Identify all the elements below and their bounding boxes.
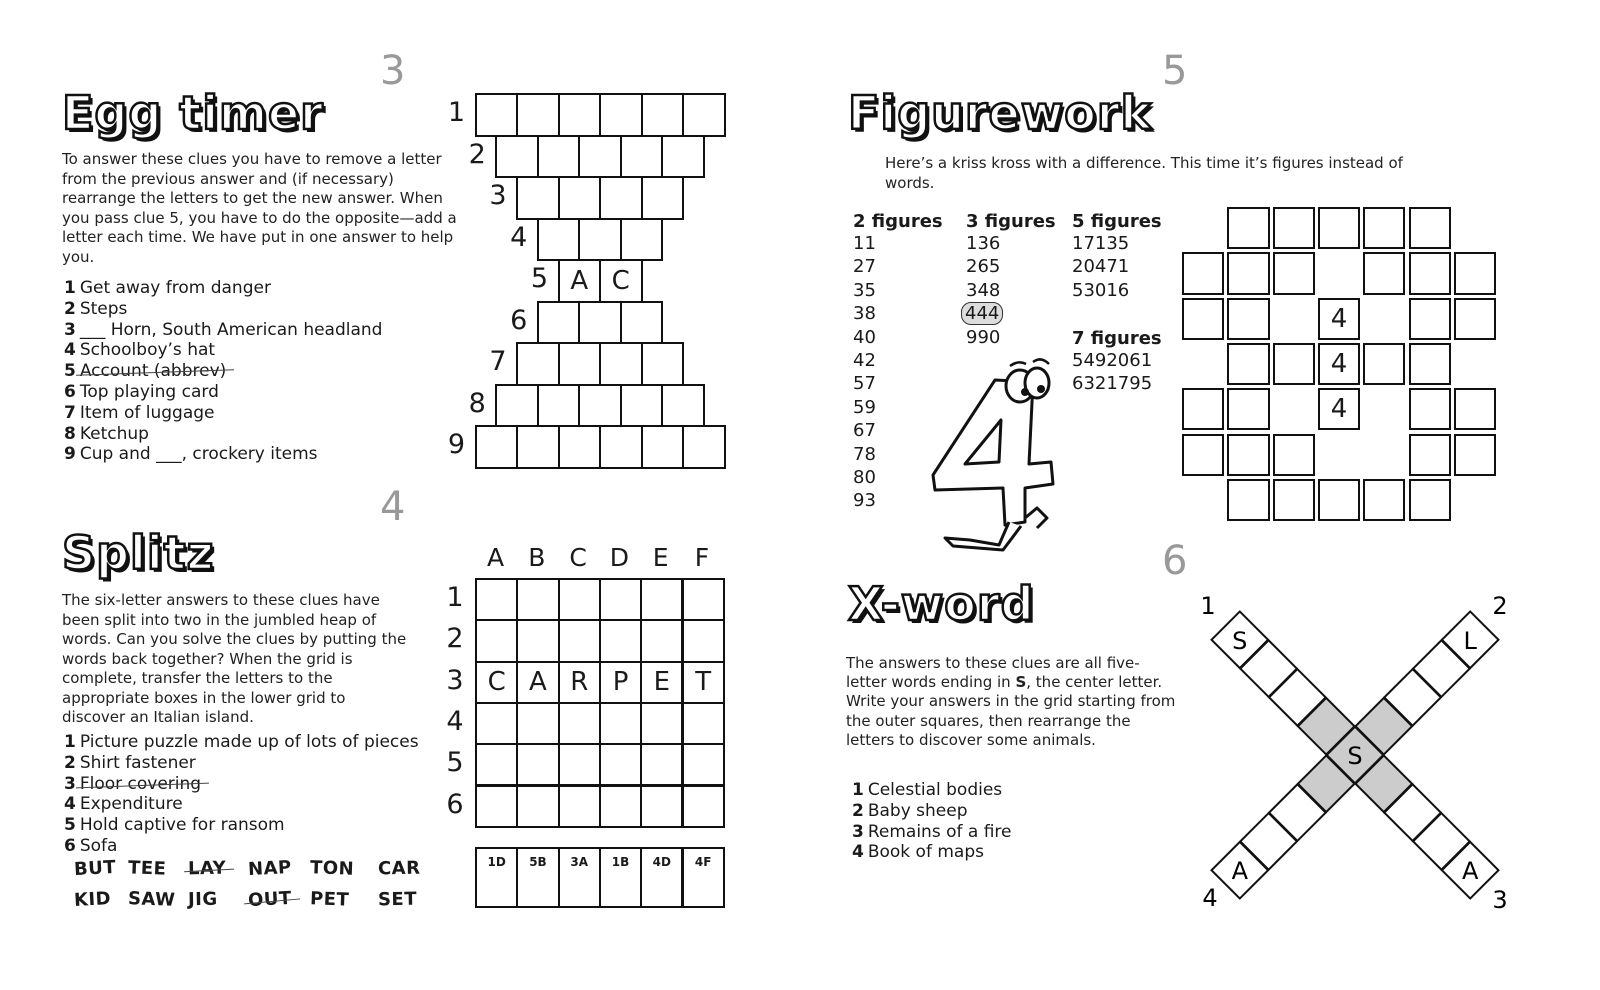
egg-timer-cell <box>620 218 664 262</box>
splitz-cell: C <box>475 661 518 704</box>
egg-timer-cell <box>558 342 602 386</box>
figurework-group <box>966 211 1056 349</box>
splitz-cell <box>558 743 601 786</box>
clue-number: 1 <box>852 780 864 800</box>
figurework-number <box>966 326 1056 349</box>
clue-text: Ketchup <box>79 423 149 444</box>
splitz-cell <box>599 702 642 745</box>
figurework-cell: 4 <box>1318 298 1360 340</box>
figurework-number-text: 53016 <box>1072 279 1130 301</box>
xword-letter: S <box>1347 742 1363 770</box>
figurework-number-text: 93 <box>853 490 876 512</box>
figurework-cell <box>1409 207 1451 249</box>
figurework-cell <box>1454 434 1496 476</box>
clue-item <box>64 299 382 320</box>
splitz-column-letter: F <box>694 543 710 572</box>
splitz-answer-box: 4F <box>682 847 725 908</box>
xword-intro-end: , the center letter. Write your answers in the grid starting from the outer squares, then rearrange the letters to discover some animals. <box>846 673 1176 749</box>
egg-timer-cell <box>516 93 560 137</box>
splitz-cell <box>558 578 601 621</box>
word-bank-item: OUT <box>247 887 293 912</box>
word-bank-item: TEE <box>127 857 167 880</box>
figurework-number <box>1072 279 1162 302</box>
splitz-cell <box>516 702 559 745</box>
egg-timer-cell <box>516 176 560 220</box>
figurework-cell <box>1363 479 1405 521</box>
egg-timer-cell <box>682 93 726 137</box>
splitz-column-letter: D <box>609 543 630 572</box>
splitz-cell <box>599 743 642 786</box>
clue-text: Top playing card <box>79 381 219 402</box>
egg-timer-cell <box>641 93 685 137</box>
clue-number: 7 <box>64 402 76 423</box>
figurework-cell <box>1273 252 1315 294</box>
figurework-cell <box>1227 434 1269 476</box>
figurework-number <box>966 232 1056 255</box>
figurework-number <box>1072 255 1162 278</box>
splitz-answer-box: 4D <box>640 847 683 908</box>
figurework-number <box>853 326 943 349</box>
word-bank-item: JIG <box>187 888 218 911</box>
clue-number: 3 <box>64 773 76 794</box>
splitz-cell <box>516 578 559 621</box>
splitz-column-letter: B <box>528 543 546 572</box>
figurework-group-heading: 7 figures <box>1072 328 1162 349</box>
egg-timer-cell <box>578 384 622 428</box>
xword-intro-bold: S <box>1015 673 1027 692</box>
clue-text: Shirt fastener <box>79 752 196 773</box>
splitz-column-letter: E <box>652 543 669 572</box>
splitz-cell: E <box>640 661 683 704</box>
figurework-cell <box>1227 207 1269 249</box>
egg-timer-cell: A <box>558 259 602 303</box>
figurework-cell: 4 <box>1318 343 1360 385</box>
figurework-group <box>1072 211 1162 302</box>
figurework-cell <box>1227 479 1269 521</box>
egg-timer-cell <box>599 176 643 220</box>
clue-item <box>64 774 419 795</box>
clue-number: 9 <box>64 444 76 465</box>
xword-intro-start: The answers to these clues are all five-letter words ending in <box>846 654 1140 692</box>
xword-title: X-word <box>848 577 1035 631</box>
figurework-cell <box>1363 252 1405 294</box>
figurework-cell <box>1273 479 1315 521</box>
egg-timer-cell <box>620 384 664 428</box>
figurework-number-text: 5492061 <box>1072 350 1153 371</box>
clue-number: 1 <box>64 278 76 298</box>
splitz-cell <box>682 619 725 662</box>
figurework-cell <box>1318 479 1360 521</box>
egg-timer-row-number: 4 <box>510 221 528 253</box>
figurework-number-text: 42 <box>853 350 876 372</box>
clue-number: 2 <box>64 752 76 773</box>
clue-item <box>64 753 419 774</box>
egg-timer-row-number: 6 <box>510 304 528 336</box>
xword-letter: A <box>1461 857 1479 886</box>
egg-timer-cell <box>516 342 560 386</box>
clue-number: 2 <box>64 298 76 319</box>
word-bank-item: PET <box>309 888 350 911</box>
splitz-cell <box>599 785 642 828</box>
splitz-cell <box>516 743 559 786</box>
clue-item <box>64 444 382 465</box>
egg-timer-row-number: 5 <box>530 263 549 294</box>
xword-letter: L <box>1463 626 1477 655</box>
splitz-cell <box>640 702 683 745</box>
splitz-cell <box>475 578 518 621</box>
clue-text: Sofa <box>79 835 118 856</box>
figurework-number <box>966 279 1056 302</box>
figurework-number-text: 11 <box>853 233 876 254</box>
xword-corner-number: 3 <box>1492 886 1508 914</box>
splitz-row-number: 2 <box>446 623 464 655</box>
clue-item <box>64 836 419 857</box>
figurework-number-text: 136 <box>966 233 1001 254</box>
clue-text: Hold captive for ransom <box>79 815 285 836</box>
clue-number: 4 <box>64 340 76 361</box>
egg-timer-cell <box>578 135 622 179</box>
clue-number: 6 <box>64 381 76 402</box>
figurework-number-text: 265 <box>966 256 1001 278</box>
splitz-cell <box>558 702 601 745</box>
figurework-number-list <box>1072 349 1162 396</box>
figurework-cell <box>1182 298 1224 340</box>
clue-number: 3 <box>852 821 864 842</box>
egg-timer-row-number: 7 <box>489 346 507 377</box>
egg-timer-cell <box>599 93 643 137</box>
egg-timer-cell <box>475 425 519 469</box>
page-number-3: 3 <box>380 48 406 94</box>
xword-intro <box>846 654 1176 750</box>
splitz-cell <box>682 743 725 786</box>
egg-timer-cell <box>661 384 705 428</box>
figurework-title: Figurework <box>848 86 1153 140</box>
clue-text: Item of luggage <box>79 402 215 423</box>
egg-timer-cell <box>558 93 602 137</box>
clue-item <box>64 382 382 403</box>
figurework-cell <box>1182 388 1224 430</box>
egg-timer-cell <box>620 301 664 345</box>
figurework-cell <box>1409 298 1451 340</box>
splitz-cell <box>558 619 601 662</box>
egg-timer-row-number: 3 <box>489 180 507 211</box>
figurework-number-text: 348 <box>966 279 1001 301</box>
egg-timer-cell <box>537 384 581 428</box>
egg-timer-cell <box>620 135 664 179</box>
egg-timer-cell <box>599 342 643 386</box>
clue-number: 6 <box>64 835 76 856</box>
clue-number: 2 <box>852 800 864 821</box>
splitz-cell <box>640 743 683 786</box>
figurework-cell <box>1227 252 1269 294</box>
clue-text: Schoolboy’s hat <box>79 340 216 361</box>
splitz-column-letter: C <box>569 543 587 572</box>
figurework-number-text: 17135 <box>1072 233 1130 254</box>
splitz-cell <box>475 702 518 745</box>
egg-timer-cell <box>661 135 705 179</box>
splitz-intro: The six-letter answers to these clues have been split into two in the jumbled heap of words. Can you solve the clues by putting the words back together? When the grid is complete, transfer the letters to the appropriate boxes in the lower grid to discover an Italian island. <box>62 591 407 726</box>
clue-text: Remains of a fire <box>867 821 1012 842</box>
splitz-cell <box>516 619 559 662</box>
splitz-cell: T <box>682 661 725 704</box>
clue-item <box>64 361 382 382</box>
splitz-answer-box: 5B <box>516 847 559 908</box>
word-bank-item: NAP <box>247 856 293 881</box>
xword-clues <box>852 780 1011 863</box>
egg-timer-cell <box>578 301 622 345</box>
figurework-group-heading: 3 figures <box>966 211 1056 232</box>
clue-item <box>852 780 1011 801</box>
egg-timer-cell <box>641 425 685 469</box>
word-bank-item: SET <box>377 888 418 911</box>
figurework-cell <box>1363 207 1405 249</box>
xword-corner-number: 1 <box>1200 592 1216 620</box>
clue-text: Expenditure <box>79 794 183 815</box>
figurework-cell <box>1409 252 1451 294</box>
egg-timer-title: Egg timer <box>62 86 324 140</box>
splitz-column-letter: A <box>486 543 505 572</box>
egg-timer-cell <box>641 176 685 220</box>
clue-text: Cup and ___, crockery items <box>79 444 318 465</box>
egg-timer-cell <box>558 425 602 469</box>
splitz-cell <box>640 578 683 621</box>
xword-corner-number: 2 <box>1492 592 1508 620</box>
figurework-number <box>853 279 943 302</box>
clue-text: Celestial bodies <box>867 780 1003 800</box>
splitz-cell <box>682 702 725 745</box>
figurework-cell <box>1182 252 1224 294</box>
clue-number: 3 <box>64 319 76 340</box>
clue-number: 8 <box>64 423 76 444</box>
splitz-title: Splitz <box>62 526 215 580</box>
figurework-number-list <box>1072 232 1162 302</box>
splitz-answer-box: 1B <box>599 847 642 908</box>
page-number-5: 5 <box>1162 48 1188 94</box>
xword-grid <box>1190 590 1520 920</box>
figurework-cell <box>1318 207 1360 249</box>
figurework-cell <box>1409 343 1451 385</box>
clue-item <box>64 320 382 341</box>
clue-number: 5 <box>64 815 76 836</box>
figurework-number-list <box>966 232 1056 349</box>
figurework-number-text: 57 <box>853 373 876 395</box>
figurework-number-text: 6321795 <box>1072 373 1153 395</box>
figurework-cell <box>1227 298 1269 340</box>
clue-item <box>64 278 382 299</box>
figurework-cell: 4 <box>1318 388 1360 430</box>
splitz-clues <box>64 732 419 857</box>
figurework-intro: Here’s a kriss kross with a difference. This time it’s figures instead of words. <box>885 154 1403 192</box>
clue-text: Steps <box>79 298 128 319</box>
egg-timer-cell <box>516 425 560 469</box>
figurework-cell <box>1409 388 1451 430</box>
word-bank-item: LAY <box>187 857 227 880</box>
word-bank-item: CAR <box>377 857 421 880</box>
clue-text: Get away from danger <box>79 278 271 298</box>
page-number-4: 4 <box>380 484 406 530</box>
clue-text: Floor covering <box>79 773 202 794</box>
figurework-cell <box>1454 252 1496 294</box>
egg-timer-cell <box>641 342 685 386</box>
figurework-number-text: 990 <box>966 326 1001 348</box>
figurework-number <box>1072 232 1162 255</box>
splitz-cell: A <box>516 661 559 704</box>
splitz-cell <box>682 578 725 621</box>
egg-timer-clues <box>64 278 382 465</box>
figurework-group <box>1072 328 1162 396</box>
figurework-cell <box>1273 343 1315 385</box>
clue-number: 4 <box>852 842 864 863</box>
figurework-number-text: 80 <box>853 467 876 489</box>
figurework-number <box>1072 372 1162 395</box>
clue-item <box>852 842 1011 863</box>
egg-timer-cell <box>599 425 643 469</box>
figurework-number-text: 35 <box>853 279 876 301</box>
figurework-cell <box>1182 434 1224 476</box>
clue-text: ___ Horn, South American headland <box>79 319 383 340</box>
figurework-number <box>1072 349 1162 372</box>
figurework-group-heading: 2 figures <box>853 211 943 232</box>
splitz-answer-box: 3A <box>558 847 601 908</box>
figurework-cell <box>1273 207 1315 249</box>
clue-item <box>64 424 382 445</box>
egg-timer-cell <box>475 93 519 137</box>
splitz-cell <box>475 785 518 828</box>
figurework-number-text: 444 <box>961 302 1003 325</box>
figurework-cell <box>1227 388 1269 430</box>
xword-letter: A <box>1231 857 1249 886</box>
cartoon-four-icon <box>925 350 1065 560</box>
splitz-cell <box>516 785 559 828</box>
egg-timer-cell <box>537 135 581 179</box>
xword-corner-number: 4 <box>1202 884 1218 912</box>
clue-text: Account (abbrev) <box>79 361 227 382</box>
splitz-cell: P <box>599 661 642 704</box>
splitz-row-number: 4 <box>446 705 464 737</box>
figurework-cell <box>1273 434 1315 476</box>
splitz-answer-box: 1D <box>475 847 518 908</box>
clue-item <box>64 815 419 836</box>
splitz-cell <box>475 743 518 786</box>
splitz-cell <box>682 785 725 828</box>
egg-timer-row-number: 9 <box>447 429 466 460</box>
figurework-number-text: 67 <box>853 420 876 442</box>
word-bank-item: SAW <box>127 888 176 911</box>
splitz-cell <box>599 578 642 621</box>
egg-timer-intro: To answer these clues you have to remove a letter from the previous answer and (if necessary) rearrange the letters to get the new answer. When you pass clue 5, you have to do the opposite—add a letter each time. We have put in one answer to help you. <box>62 150 457 266</box>
figurework-cell <box>1363 343 1405 385</box>
figurework-number <box>966 302 1056 325</box>
page-number-6: 6 <box>1162 538 1188 584</box>
clue-text: Book of maps <box>867 842 984 863</box>
clue-text: Picture puzzle made up of lots of pieces <box>79 732 419 752</box>
figurework-number-text: 38 <box>853 303 876 325</box>
egg-timer-row-number: 2 <box>468 138 486 170</box>
splitz-cell <box>640 619 683 662</box>
clue-item <box>852 822 1011 843</box>
egg-timer-row-number: 1 <box>447 97 466 128</box>
splitz-row-number: 1 <box>446 582 464 613</box>
egg-timer-cell <box>558 176 602 220</box>
egg-timer-cell <box>495 135 539 179</box>
clue-text: Baby sheep <box>867 800 968 821</box>
figurework-cell <box>1454 298 1496 340</box>
word-bank-item: BUT <box>73 856 117 881</box>
clue-number: 5 <box>64 361 76 382</box>
egg-timer-cell <box>495 384 539 428</box>
clue-item <box>64 794 419 815</box>
figurework-number <box>966 255 1056 278</box>
splitz-cell <box>640 785 683 828</box>
splitz-row-number: 5 <box>446 747 464 779</box>
egg-timer-cell <box>537 301 581 345</box>
figurework-number-text: 78 <box>853 443 876 465</box>
splitz-row-number: 6 <box>446 788 464 820</box>
figurework-cell <box>1409 434 1451 476</box>
figurework-number-text: 20471 <box>1072 256 1130 278</box>
figurework-cell <box>1454 388 1496 430</box>
clue-item <box>852 801 1011 822</box>
egg-timer-cell: C <box>599 259 643 303</box>
splitz-cell <box>599 619 642 662</box>
figurework-cell <box>1227 343 1269 385</box>
word-bank-item: TON <box>309 857 355 880</box>
egg-timer-row-number: 8 <box>468 387 486 419</box>
egg-timer-cell <box>537 218 581 262</box>
clue-number: 1 <box>64 732 76 752</box>
figurework-group-heading: 5 figures <box>1072 211 1162 232</box>
splitz-cell <box>558 785 601 828</box>
splitz-row-number: 3 <box>446 664 464 696</box>
figurework-number-text: 59 <box>853 396 876 418</box>
clue-item <box>64 403 382 424</box>
splitz-cell <box>475 619 518 662</box>
xword-letter: S <box>1232 626 1248 655</box>
word-bank-item: KID <box>73 888 112 911</box>
figurework-number <box>853 302 943 325</box>
clue-item <box>64 340 382 361</box>
figurework-number <box>853 255 943 278</box>
clue-number: 4 <box>64 794 76 815</box>
figurework-cell <box>1409 479 1451 521</box>
egg-timer-cell <box>682 425 726 469</box>
splitz-cell: R <box>558 661 601 704</box>
figurework-number-text: 40 <box>853 326 876 348</box>
figurework-number-text: 27 <box>853 256 876 278</box>
figurework-number <box>853 232 943 255</box>
clue-item <box>64 732 419 753</box>
egg-timer-cell <box>578 218 622 262</box>
